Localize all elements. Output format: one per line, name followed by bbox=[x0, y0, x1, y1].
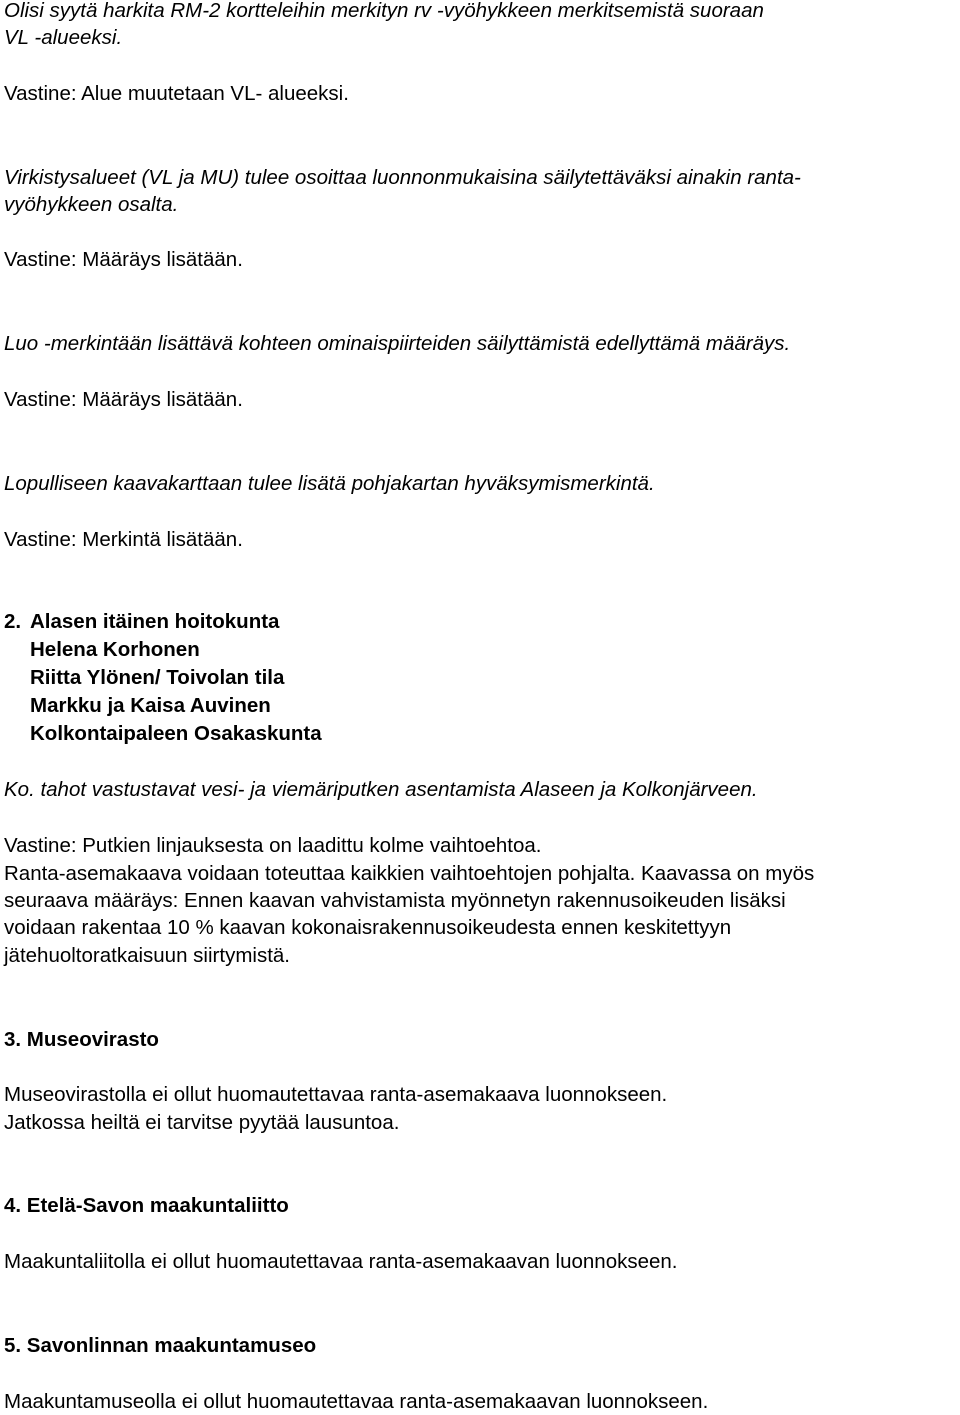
section2-signer: Markku ja Kaisa Auvinen bbox=[30, 694, 271, 717]
section2-response-line: Vastine: Putkien linjauksesta on laadittu kolme vaihtoehtoa. bbox=[4, 834, 542, 857]
section3-heading: 3. Museovirasto bbox=[4, 1028, 159, 1051]
basemap-response: Vastine: Merkintä lisätään. bbox=[4, 528, 243, 551]
vl-comment-line-2: VL -alueeksi. bbox=[4, 26, 123, 49]
section5-body: Maakuntamuseolla ei ollut huomautettavaa ranta-asemakaavan luonnokseen. bbox=[4, 1390, 709, 1413]
section3-body-line: Museovirastolla ei ollut huomautettavaa ranta-asemakaava luonnokseen. bbox=[4, 1083, 668, 1106]
section3-body-line: Jatkossa heiltä ei tarvitse pyytää lausuntoa. bbox=[4, 1111, 400, 1134]
section2-number: 2. bbox=[4, 610, 22, 633]
section4-heading: 4. Etelä-Savon maakuntaliitto bbox=[4, 1194, 289, 1217]
basemap-comment: Lopulliseen kaavakarttaan tulee lisätä pohjakartan hyväksymismerkintä. bbox=[4, 472, 655, 495]
section2-response-line: seuraava määräys: Ennen kaavan vahvistamista myönnetyn rakennusoikeuden lisäksi bbox=[4, 889, 786, 912]
vl-comment-line-1: Olisi syytä harkita RM-2 kortteleihin merkityn rv -vyöhykkeen merkitsemistä suoraan bbox=[4, 0, 764, 22]
section2-signer: Helena Korhonen bbox=[30, 638, 200, 661]
luo-response: Vastine: Määräys lisätään. bbox=[4, 388, 243, 411]
vl-response: Vastine: Alue muutetaan VL- alueeksi. bbox=[4, 82, 349, 105]
recreation-comment-line-1: Virkistysalueet (VL ja MU) tulee osoittaa luonnonmukaisina säilytettäväksi ainakin ranta- bbox=[4, 166, 801, 189]
section4-body: Maakuntaliitolla ei ollut huomautettavaa ranta-asemakaavan luonnokseen. bbox=[4, 1250, 678, 1273]
section2-signer: Kolkontaipaleen Osakaskunta bbox=[30, 722, 322, 745]
recreation-comment-line-2: vyöhykkeen osalta. bbox=[4, 193, 179, 216]
section2-response-line: Ranta-asemakaava voidaan toteuttaa kaikkien vaihtoehtojen pohjalta. Kaavassa on myös bbox=[4, 862, 815, 885]
section2-comment: Ko. tahot vastustavat vesi- ja viemäriputken asentamista Alaseen ja Kolkonjärveen. bbox=[4, 778, 758, 801]
section2-heading: Alasen itäinen hoitokunta bbox=[30, 610, 280, 633]
section2-response-line: jätehuoltoratkaisuun siirtymistä. bbox=[4, 944, 290, 967]
section2-response-line: voidaan rakentaa 10 % kaavan kokonaisrakennusoikeudesta ennen keskitettyyn bbox=[4, 916, 732, 939]
recreation-response: Vastine: Määräys lisätään. bbox=[4, 248, 243, 271]
section2-signer: Riitta Ylönen/ Toivolan tila bbox=[30, 666, 285, 689]
luo-comment: Luo -merkintään lisättävä kohteen ominaispiirteiden säilyttämistä edellyttämä määräys. bbox=[4, 332, 791, 355]
section5-heading: 5. Savonlinnan maakuntamuseo bbox=[4, 1334, 317, 1357]
